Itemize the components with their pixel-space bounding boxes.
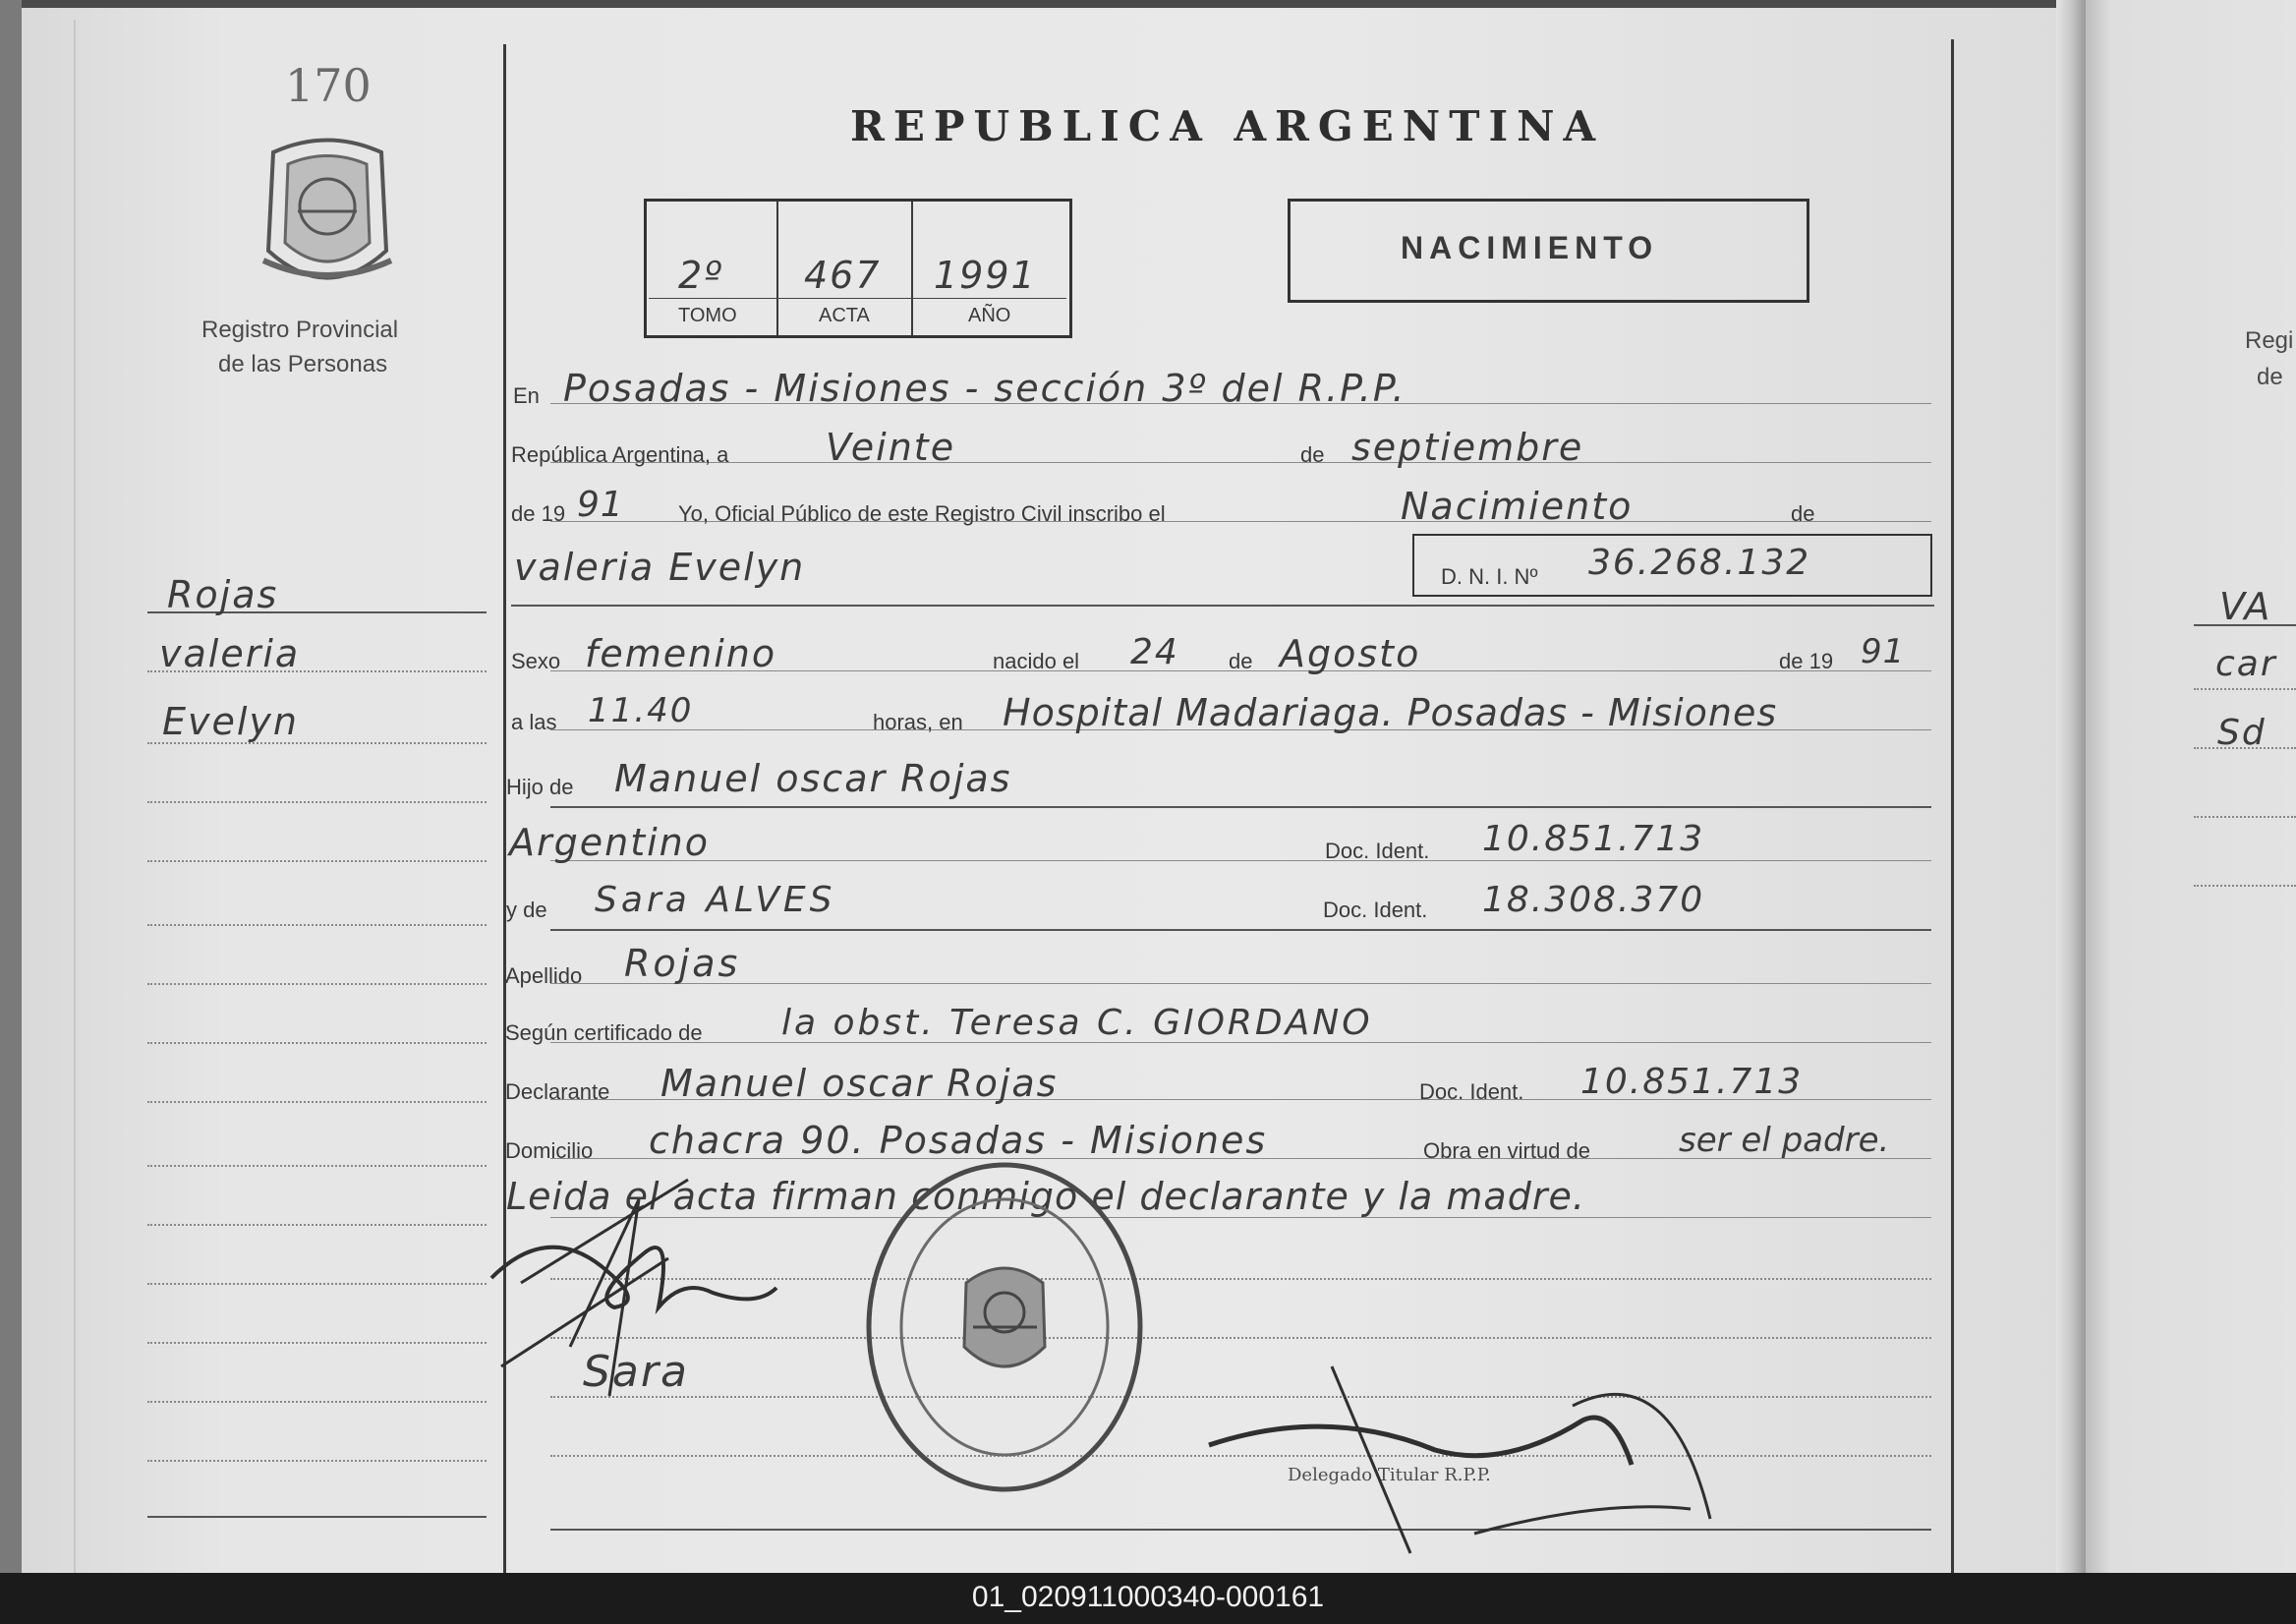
next-page bbox=[2086, 0, 2296, 1573]
form-rule bbox=[511, 605, 1934, 607]
reason-prefix: Obra en virtud de bbox=[1423, 1138, 1590, 1163]
time-mid: horas, en bbox=[873, 710, 963, 734]
form-rule bbox=[550, 983, 1931, 984]
address-value: chacra 90. Posadas - Misiones bbox=[649, 1119, 1268, 1162]
tomo-label: TOMO bbox=[678, 305, 737, 326]
address-prefix: Domicilio bbox=[505, 1138, 594, 1163]
registry-seal-icon bbox=[254, 133, 401, 295]
next-page-rule bbox=[2194, 816, 2296, 818]
year-prefix: de 19 bbox=[511, 501, 566, 526]
folio-number: 170 bbox=[285, 59, 372, 112]
form-rule bbox=[550, 860, 1931, 861]
birth-place: Hospital Madariaga. Posadas - Misiones bbox=[1003, 691, 1778, 734]
book-box-rule bbox=[649, 298, 1066, 299]
father-name: Manuel oscar Rojas bbox=[614, 757, 1012, 800]
born-year: 91 bbox=[1861, 632, 1906, 671]
reason-value: ser el padre. bbox=[1679, 1121, 1890, 1160]
father-nationality: Argentino bbox=[509, 821, 710, 864]
father-doc: 10.851.713 bbox=[1482, 819, 1705, 859]
form-rule bbox=[550, 462, 1931, 463]
dni-number: 36.268.132 bbox=[1588, 543, 1811, 583]
official-text: Yo, Oficial Público de este Registro Civil inscribo el bbox=[678, 501, 1166, 526]
official-stamp-icon bbox=[860, 1155, 1150, 1499]
date-prefix: República Argentina, a bbox=[511, 442, 729, 467]
date-mid: de bbox=[1300, 442, 1325, 467]
dni-label: D. N. I. Nº bbox=[1441, 564, 1538, 589]
next-page-registry-line1: Regi bbox=[2245, 327, 2294, 354]
page-fold bbox=[2056, 0, 2086, 1573]
mother-prefix: y de bbox=[506, 898, 547, 922]
sex-value: femenino bbox=[585, 632, 777, 675]
book-box-divider bbox=[776, 202, 778, 335]
margin-divider-left bbox=[74, 20, 76, 1573]
margin-surname: Rojas bbox=[167, 573, 279, 616]
margin-rule bbox=[147, 1165, 487, 1167]
time-value: 11.40 bbox=[588, 691, 694, 730]
declarant-prefix: Declarante bbox=[505, 1079, 610, 1104]
date-month: septiembre bbox=[1351, 426, 1584, 469]
official-title: Delegado Titular R.P.P. bbox=[1288, 1465, 1491, 1485]
margin-firstname: valeria bbox=[159, 632, 301, 675]
anio-value: 1991 bbox=[934, 254, 1037, 297]
frame-right bbox=[1951, 39, 1954, 1573]
margin-rule bbox=[147, 924, 487, 926]
margin-middlename: Evelyn bbox=[162, 700, 300, 743]
sex-prefix: Sexo bbox=[511, 649, 561, 673]
margin-rule bbox=[147, 1283, 487, 1285]
surname-prefix: Apellido bbox=[505, 963, 583, 988]
closing-statement: Leida el acta firman conmigo el declarante y la madre. bbox=[506, 1175, 1585, 1218]
year-value: 91 bbox=[577, 485, 624, 525]
declarant-doc: 10.851.713 bbox=[1580, 1062, 1804, 1102]
child-of-prefix: Hijo de bbox=[506, 775, 574, 799]
margin-rule bbox=[147, 1224, 487, 1226]
certificate-value: la obst. Teresa C. GIORDANO bbox=[781, 1003, 1373, 1043]
margin-rule bbox=[147, 1401, 487, 1403]
born-mid: de bbox=[1229, 649, 1253, 673]
date-day: Veinte bbox=[826, 426, 956, 469]
surname-value: Rojas bbox=[624, 942, 741, 985]
place-prefix: En bbox=[513, 383, 540, 408]
binding-edge bbox=[0, 0, 22, 1573]
margin-rule bbox=[147, 983, 487, 985]
mother-name: Sara ALVES bbox=[595, 880, 836, 920]
mother-doc-label: Doc. Ident. bbox=[1323, 898, 1428, 922]
form-rule bbox=[550, 806, 1931, 808]
margin-rule bbox=[147, 1042, 487, 1044]
born-day: 24 bbox=[1130, 632, 1179, 672]
declarant-doc-label: Doc. Ident. bbox=[1419, 1079, 1524, 1104]
next-page-margin-line1: VA bbox=[2219, 585, 2272, 628]
book-box-divider bbox=[911, 202, 913, 335]
form-rule bbox=[550, 929, 1931, 931]
next-page-margin-line3: Sd bbox=[2217, 713, 2267, 753]
anio-label: AÑO bbox=[968, 305, 1011, 326]
born-year-label: de 19 bbox=[1779, 649, 1834, 673]
margin-rule bbox=[147, 801, 487, 803]
next-page-rule bbox=[2194, 688, 2296, 690]
born-label: nacido el bbox=[993, 649, 1080, 673]
next-page-rule bbox=[2194, 885, 2296, 887]
place-value: Posadas - Misiones - sección 3º del R.P.P. bbox=[563, 367, 1406, 410]
margin-rule bbox=[147, 1342, 487, 1344]
registry-name-line2: de las Personas bbox=[218, 351, 388, 377]
margin-rule bbox=[147, 1101, 487, 1103]
child-name: valeria Evelyn bbox=[514, 546, 806, 589]
registry-name-line1: Registro Provincial bbox=[201, 317, 399, 343]
act-type: Nacimiento bbox=[1401, 485, 1634, 528]
mother-doc: 18.308.370 bbox=[1482, 880, 1705, 920]
declarant-name: Manuel oscar Rojas bbox=[660, 1062, 1059, 1105]
official-signature-icon bbox=[1179, 1337, 1730, 1558]
born-month: Agosto bbox=[1280, 632, 1421, 675]
father-doc-label: Doc. Ident. bbox=[1325, 839, 1430, 863]
scan-identifier: 01_020911000340-000161 bbox=[971, 1581, 1325, 1613]
next-page-registry-line2: de bbox=[2257, 364, 2283, 390]
margin-rule bbox=[147, 860, 487, 862]
acta-label: ACTA bbox=[819, 305, 870, 326]
next-page-margin-line2: car bbox=[2215, 644, 2277, 684]
declarant-signature-icon bbox=[462, 1160, 816, 1455]
header-title: REPUBLICA ARGENTINA bbox=[850, 102, 1605, 150]
margin-rule bbox=[147, 1460, 487, 1462]
margin-rule bbox=[147, 1516, 487, 1518]
time-prefix: a las bbox=[511, 710, 557, 734]
record-type: NACIMIENTO bbox=[1401, 230, 1659, 265]
tomo-value: 2º bbox=[678, 254, 724, 297]
mother-signature: Sara bbox=[583, 1347, 689, 1397]
certificate-prefix: Según certificado de bbox=[505, 1020, 703, 1045]
act-suffix: de bbox=[1791, 501, 1815, 526]
acta-value: 467 bbox=[804, 254, 882, 297]
